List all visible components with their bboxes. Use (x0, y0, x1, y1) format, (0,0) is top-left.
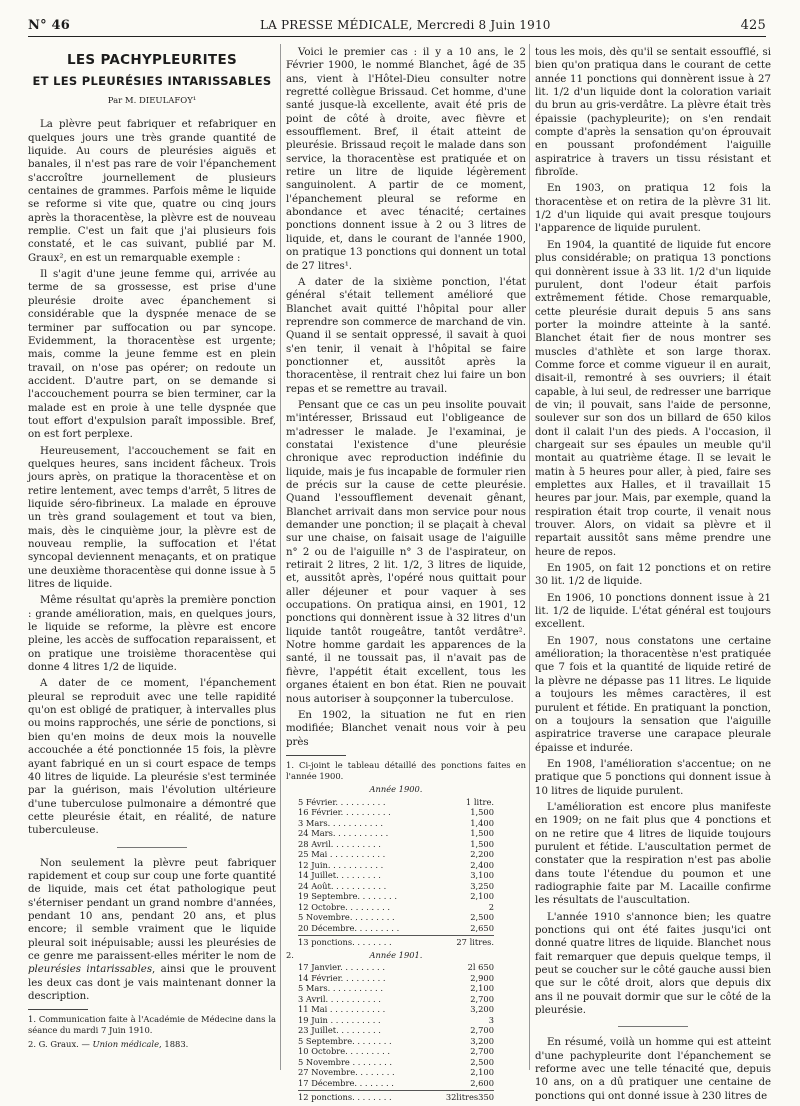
paragraph: Non seulement la plèvre peut fabriquer rapidement et coup sur coup une forte quantité de liquide, mais cet état pathologique peut s'éterniser pendant un grand nombre d'années, pendant 10 ans, pendant 20 ans, et plus encore; il semble vraiment que le liquide pleural soit inépuisable; aussi les pleurésies de ce genre me paraissent-elles mériter le nom de pleurésies intarissables, ainsi que le prouvent les deux cas dont je vais maintenant donner la description. (28, 857, 276, 1002)
table-row (298, 1025, 494, 1036)
table-row (298, 860, 494, 871)
table-cell-date: 17 Décembre. . . . . . . . (298, 1077, 394, 1088)
paragraph: En 1907, nous constatons une certaine amélioration; la thoracentèse n'est pratiquée que 7 fois et la quantité de liquide retiré de la plèvre ne dépasse pas 11 litres. Le liquide a toujours les mêmes caractères, il est purulent et fétide. En pratiquant la ponction, on a toujours la sensation que l'aiguille aspiratrice traverse une carapace pleurale épaisse et indurée. (535, 635, 771, 754)
table-row (298, 973, 494, 984)
paragraph: Heureusement, l'accouchement se fait en quelques heures, sans incident fâcheux. Trois jours après, on pratique la thoracentèse et on retire lentement, avec temps d'arrêt, 5 litres de liquide séro-fibrineux. La malade en éprouve un très grand soulagement et tout va bien, mais, dès le cinquième jour, la plèvre est de nouveau remplie, la suffocation et l'état syncopal deviennent menaçants, et on pratique une deuxième thoracentèse qui donne issue à 5 litres de liquide. (28, 445, 276, 591)
table-row (298, 962, 494, 973)
paragraph: L'année 1910 s'annonce bien; les quatre ponctions qui ont été faites jusqu'ici ont donné quatre litres de liquide. Blanchet nous fait remarquer que depuis quelque temps, il peut se coucher sur le côté gauche aussi bien que sur le côté droit, alors que depuis dix ans il ne pouvait dormir que sur le côté de la pleurésie. (535, 911, 772, 1017)
table-cell-date: 24 Mars. . . . . . . . . . . (298, 828, 389, 839)
paragraph: Voici le premier cas : il y a 10 ans, le 2 Février 1900, le nommé Blanchet, âgé de 35 ans, vient à l'Hôtel-Dieu consulter notre regretté collègue Brissaud. Cet homme, d'une santé jusque-là excellente, avait été pris de point de côté à droite, avec fièvre et essoufflement. Bref, il était atteint de pleurésie. Brissaud reçoit le malade dans son service, la thoracentèse est pratiquée et on retire un litre de liquide légèrement sanguinolent. A partir de ce moment, l'épanchement pleural se reforme en abondance et avec ténacité; certaines ponctions donnent issue à 2 ou 3 litres de liquide, et, dans le courant de l'année 1900, on pratique 13 ponctions qui donnent un total de 27 litres¹. (286, 47, 526, 272)
table-row (298, 923, 494, 934)
paragraph: A dater de la sixième ponction, l'état général s'était tellement amélioré que Blanchet avait quitté l'hôpital pour aller reprendre son commerce de marchand de vin. Quand il se sentait oppressé, il savait à quoi s'en tenir, il venait à l'hôpital se faire ponctionner et, aussitôt après la thoracentèse, il rentrait chez lui faire un bon repas et se remettre au travail. (286, 276, 526, 395)
table-cell-volume: 2,700 (470, 1025, 494, 1036)
paragraph: En 1905, on fait 12 ponctions et on retire 30 lit. 1/2 de liquide. (535, 563, 771, 588)
paragraph: En 1902, la situation ne fut en rien modifiée; Blanchet venait nous voir à peu près (286, 709, 526, 748)
table-cell-volume: 2,600 (470, 1077, 494, 1088)
paragraph: tous les mois, dès qu'il se sentait essoufflé, si bien qu'on pratiqua dans le courant de cette année 11 ponctions qui donnèrent issue à 27 lit. 1/2 d'un liquide dont la coloration variait du brun au gris-verdâtre. La plèvre était très épaissie (pachypleurite); on s'en rendait compte d'après la sensation qu'on éprouvait en poussant profondément l'aiguille aspiratrice à travers un tissu résistant et fibroïde. (535, 47, 771, 179)
table-cell-volume: 1,500 (470, 838, 494, 849)
table-cell-date: 11 Mai . . . . . . . . . . . (298, 1004, 386, 1015)
table-cell-volume: 2,700 (470, 1046, 494, 1057)
article-author: Par M. DIEULAFOY¹ (107, 96, 197, 106)
table-row (298, 902, 494, 913)
table-row (298, 818, 494, 829)
table-row (298, 849, 494, 860)
table-cell-date: 3 Avril. . . . . . . . . . . (298, 993, 381, 1004)
table-year: Année 1900. (369, 784, 423, 795)
table-cell-date: 27 Novembre. . . . . . . . (298, 1067, 395, 1078)
table-cell-date: 19 Septembre. . . . . . . . (298, 891, 397, 902)
table-row (298, 870, 494, 881)
table-row (298, 807, 494, 818)
table-cell-date: 16 Février. . . . . . . . . . (298, 807, 391, 818)
section-separator (618, 1026, 688, 1027)
table-cell-volume: 2 (488, 901, 494, 912)
table-cell-date: 14 Juillet. . . . . . . . . (298, 870, 381, 881)
punctures-table-1900 (298, 784, 494, 948)
table-row (298, 881, 494, 892)
table-row (298, 912, 494, 923)
table-cell-volume: 2,500 (470, 1056, 494, 1067)
table-cell-volume: 1 litre. (465, 796, 494, 807)
article-title: LES PACHYPLEURITES (67, 52, 237, 68)
table-row (298, 994, 494, 1005)
table-row (298, 839, 494, 850)
footnote: 2. G. Graux. — Union médicale, 1883. (28, 1038, 189, 1049)
table-row (298, 1078, 494, 1089)
table-cell-date: 24 Août. . . . . . . . . . . (298, 880, 387, 891)
table-cell-date: 5 Septembre. . . . . . . . (298, 1035, 392, 1046)
column-1 (28, 46, 276, 1053)
table-row (298, 1046, 494, 1057)
table-cell-volume: 1,400 (470, 817, 494, 828)
table-cell-date: 25 Mai . . . . . . . . . . . (298, 849, 386, 860)
table-cell-date: 5 Mars. . . . . . . . . . . (298, 983, 383, 994)
table-total-row: 12 ponctions. . . . . . . . 32litres350 (298, 1092, 494, 1103)
table-cell-volume: 2,100 (470, 983, 494, 994)
page-number: 425 (740, 17, 766, 33)
paragraph: L'amélioration est encore plus manifeste en 1909; on ne fait plus que 4 ponctions et on ne retire que 4 litres de liquide toujours purulent et fétide. L'auscultation permet de constater que la respiration n'est pas abolie dans toute l'étendue du poumon et une radiographie faite par M. Lacaille confirme les résultats de l'auscultation. (535, 801, 771, 907)
footnote-rule (286, 755, 346, 756)
column-divider (280, 44, 281, 1070)
journal-title: LA PRESSE MÉDICALE, Mercredi 8 Juin 1910 (259, 18, 551, 32)
paragraph: Pensant que ce cas un peu insolite pouvait m'intéresser, Brissaud eut l'obligeance de m'adresser le malade. Je l'examinai, je constatai l'existence d'une pleurésie chronique avec reproduction indéfinie du liquide, mais je fus incapable de formuler rien de précis sur la cause de cette pleurésie. Quand l'essoufflement devenait gênant, Blanchet arrivait dans mon service pour nous demander une ponction; il se plaçait à cheval sur une chaise, on faisait usage de l'aiguille n° 2 ou de l'aiguille n° 3 de l'aspirateur, on retirait 2 litres, 2 lit. 1/2, 3 litres de liquide, et, aussitôt après, l'opéré nous quittait pour aller déjeuner et pour vaquer à ses occupations. On pratiqua ainsi, en 1901, 12 ponctions qui donnèrent issue à 32 litres d'un liquide tantôt rougeâtre, tantôt verdâtre². Notre homme gardait les apparences de la santé, il ne toussait pas, il n'avait pas de fièvre, l'appétit était excellent, tous les organes étaient en bon état. Rien ne pouvait nous autoriser à soupçonner la tuberculose. (286, 399, 526, 705)
table-cell-date: 3 Mars. . . . . . . . . . . (298, 817, 383, 828)
table-cell-volume: 3 (488, 1014, 494, 1025)
table-cell-date: 14 Février. . . . . . . . . (298, 972, 386, 983)
table-cell-volume: 2,400 (470, 859, 494, 870)
column-2 (286, 46, 526, 1103)
table-row (298, 1067, 494, 1078)
paragraph: La plèvre peut fabriquer et refabriquer en quelques jours une très grande quantité de liquide. Au cours de pleurésies aiguës et banales, il n'est pas rare de voir l'épanchement s'accroître journellement de plusieurs centaines de grammes. Parfois même le liquide se reforme si vite que, quatre ou cinq jours après la thoracentèse, la plèvre est de nouveau remplie. C'est un fait que j'ai plusieurs fois constaté, et le cas suivant, publié par M. Graux², en est un remarquable exemple : (28, 119, 276, 264)
issue-number: N° 46 (28, 17, 70, 33)
paragraph: Il s'agit d'une jeune femme qui, arrivée au terme de sa grossesse, est prise d'une pleurésie droite avec épanchement si considérable que la dyspnée menace de se terminer par suffocation ou par syncope. Evidemment, la thoracentèse est urgente; mais, comme la jeune femme est en plein travail, on n'ose pas opérer; on redoute un accident. D'autre part, on se demande si l'accouchement pourra se bien terminer, car la malade est en proie à une telle dyspnée que tout effort d'expulsion paraît impossible. Bref, on est fort perplexe. (28, 269, 276, 441)
table-row (298, 1036, 494, 1047)
paragraph: En 1908, l'amélioration s'accentue; on ne pratique que 5 ponctions qui donnent issue à 10 litres de liquide purulent. (535, 758, 771, 797)
table-cell-volume: 2,100 (470, 891, 494, 902)
table-caption: 1. Ci-joint le tableau détaillé des ponctions faites en l'année 1900. (286, 759, 526, 781)
article-subtitle: ET LES PLEURÉSIES INTARISSABLES (32, 74, 272, 88)
paragraph: En 1906, 10 ponctions donnent issue à 21 lit. 1/2 de liquide. L'état général est toujours excellent. (535, 592, 771, 631)
table-cell-volume: 2,900 (470, 972, 494, 983)
table-cell-volume: 1,500 (470, 828, 494, 839)
section-separator (117, 847, 187, 848)
paragraph: A dater de ce moment, l'épanchement pleural se reproduit avec une telle rapidité qu'on est obligé de pratiquer, à intervalles plus ou moins rapprochés, une série de ponctions, si bien qu'en moins de deux mois la nouvelle accouchée a été ponctionnée 15 fois, la plèvre ayant fabriqué en un si court espace de temps 40 litres de liquide. La pleurésie s'est terminée par la guérison, mais l'évolution ultérieure d'une tuberculose pulmonaire a démontré que cette pleurésie était, en réalité, de nature tuberculeuse. (28, 678, 276, 837)
header-rule (28, 36, 766, 37)
table-year: 2. Année 1901. (286, 949, 423, 960)
table-cell-date: 17 Janvier. . . . . . . . . (298, 962, 385, 973)
table-row (298, 983, 494, 994)
table-row (298, 797, 494, 808)
table-row (298, 1057, 494, 1068)
table-cell-volume: 2,200 (470, 849, 494, 860)
table-cell-volume: 3,200 (470, 1035, 494, 1046)
footnote: 1. Communication faite à l'Académie de Médecine dans la séance du mardi 7 Juin 1910. (28, 1014, 276, 1036)
footnote-rule (28, 1009, 88, 1010)
table-total-row: 13 ponctions. . . . . . . . 27 litres. (298, 937, 494, 948)
table-cell-volume: 3,100 (470, 870, 494, 881)
table-cell-date: 23 Juillet. . . . . . . . . (298, 1025, 381, 1036)
paragraph: En 1904, la quantité de liquide fut encore plus considérable; on pratiqua 13 ponctions qui donnèrent issue à 33 lit. 1/2 d'un liquide purulent, dont l'odeur était parfois extrêmement fétide. Chose remarquable, cette pleurésie durait depuis 5 ans sans porter la moindre atteinte à la santé. Blanchet était fier de nous montrer ses muscles d'athlète et son large thorax. Comme force et comme vigueur il en aurait, disait-il, remontré à ses ouvriers; il était capable, à lui seul, de redresser une barrique de vin; il pouvait, sans l'aide de personne, soulever sur son dos un billard de 650 kilos dont il calait l'un des pieds. A l'occasion, il chargeait sur ses épaules un meuble qu'il montait au quatrième étage. Il se levait le matin à 5 heures pour aller, à pied, faire ses emplettes aux Halles, et il travaillait 15 heures par jour. Mais, par exemple, quand la respiration était trop courte, il venait nous trouver. Alors, on vidait sa plèvre et il repartait aussitôt sans même prendre une heure de repos. (535, 239, 771, 558)
page-header (28, 14, 766, 36)
table-cell-volume: 1,500 (470, 807, 494, 818)
table-row (298, 828, 494, 839)
table-cell-volume: 2,100 (470, 1067, 494, 1078)
table-cell-volume: 2,500 (470, 912, 494, 923)
paragraph: En résumé, voilà un homme qui est atteint d'une pachypleurite dont l'épanchement se reforme avec une telle ténacité que, depuis 10 ans, on a dû pratiquer une centaine de ponctions qui ont donné issue à 230 litres de (535, 1037, 771, 1102)
table-cell-date: 19 Juin . . . . . . . . . . (298, 1014, 381, 1025)
table-cell-date: 12 Juin. . . . . . . . . . . (298, 859, 384, 870)
table-cell-volume: 2,700 (470, 993, 494, 1004)
column-3 (535, 46, 771, 1106)
table-cell-date: 20 Décembre. . . . . . . . . (298, 922, 400, 933)
table-cell-volume: 2l 650 (467, 962, 494, 973)
table-cell-volume: 2,650 (470, 922, 494, 933)
table-cell-date: 5 Novembre . . . . . . . . (298, 1056, 393, 1067)
paragraph: Même résultat qu'après la première ponction : grande amélioration, mais, en quelques jours, le liquide se reforme, la plèvre est encore pleine, les accès de suffocation reparaissent, et on pratique une troisième thoracentèse qui donne 4 litres 1/2 de liquide. (28, 595, 276, 674)
table-cell-date: 12 Octobre. . . . . . . . . (298, 901, 390, 912)
emphasis: pleurésies intarissables (28, 964, 153, 976)
table-row (298, 891, 494, 902)
table-row (298, 1004, 494, 1015)
table-cell-volume: 3,250 (470, 880, 494, 891)
table-cell-volume: 3,200 (470, 1004, 494, 1015)
table-cell-date: 10 Octobre. . . . . . . . . (298, 1046, 390, 1057)
table-cell-date: 5 Novembre. . . . . . . . . (298, 912, 395, 923)
table-row (298, 1015, 494, 1026)
punctures-table-1901 (286, 949, 494, 1103)
paragraph: En 1903, on pratiqua 12 fois la thoracentèse et on retira de la plèvre 31 lit. 1/2 d'un liquide qui avait presque toujours l'apparence de liquide purulent. (535, 183, 771, 235)
column-divider (529, 44, 530, 1070)
table-cell-date: 5 Février. . . . . . . . . . (298, 796, 386, 807)
table-cell-date: 28 Avril. . . . . . . . . . (298, 838, 381, 849)
